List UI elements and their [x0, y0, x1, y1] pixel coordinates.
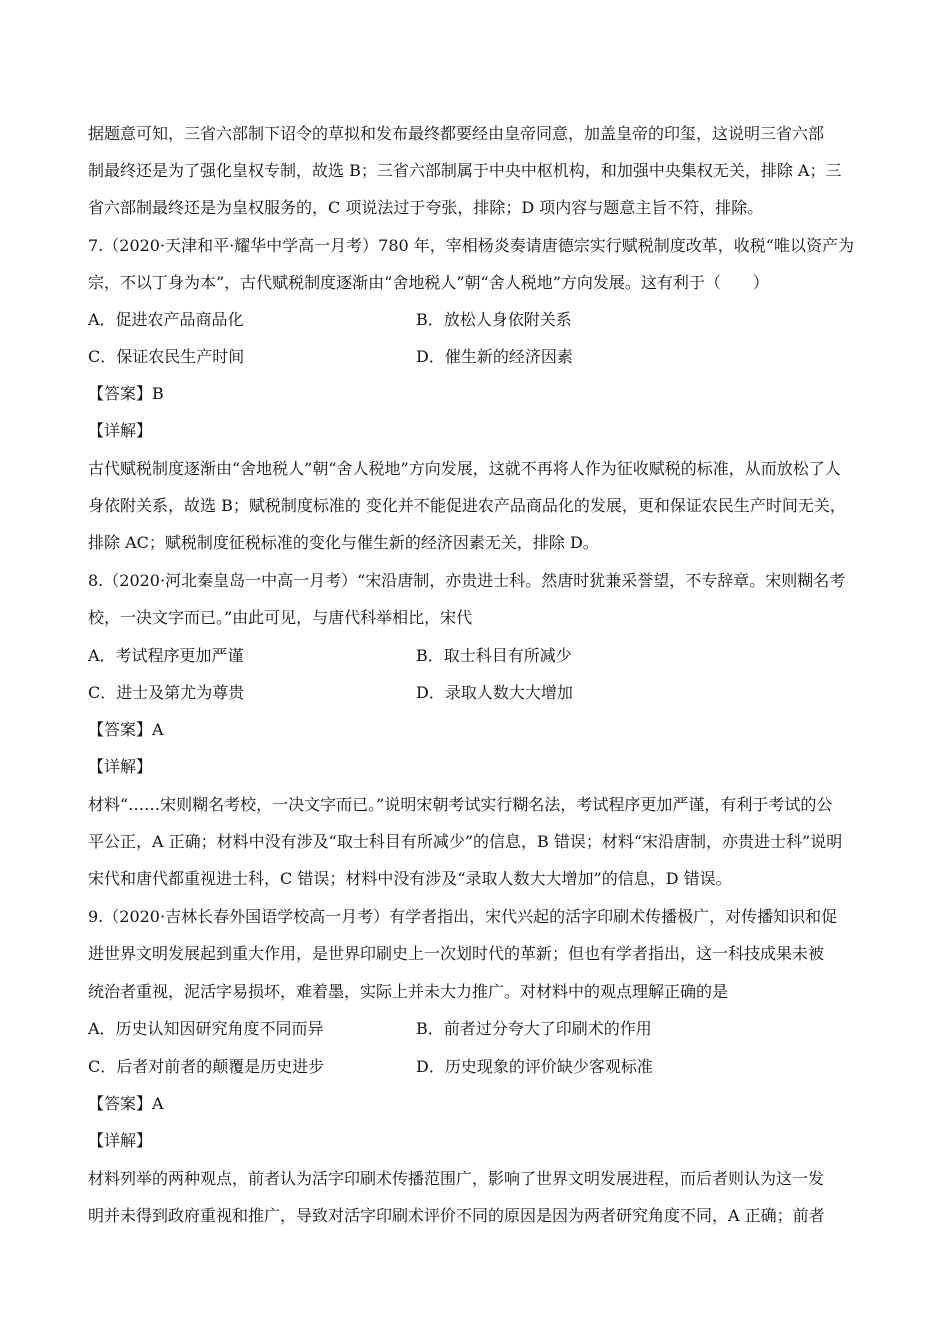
question-8-answer: 【答案】A [88, 720, 164, 739]
question-7-detail: 身依附关系，故选 B；赋税制度标准的 变化并不能促进农产品商品化的发展，更和保证农民生产时间无关， [88, 496, 846, 515]
question-8-detail: 宋代和唐代都重视进士科，C 错误；材料中没有涉及“录取人数大大增加”的信息，D 错误。 [88, 869, 732, 888]
question-8-detail-label: 【详解】 [88, 757, 153, 776]
question-9-detail: 明并未得到政府重视和推广，导致对活字印刷术评价不同的原因是因为两者研究角度不同，A 正确；前者 [88, 1206, 825, 1225]
question-8-option-a: A．考试程序更加严谨 [88, 646, 244, 665]
question-7-option-a: A．促进农产品商品化 [88, 310, 244, 329]
question-8-option-b: B．取士科目有所减少 [416, 646, 572, 665]
question-9-detail-label: 【详解】 [88, 1131, 153, 1150]
question-9-detail: 材料列举的两种观点，前者认为活字印刷术传播范围广，影响了世界文明发展进程，而后者则认为这一发 [88, 1169, 825, 1188]
question-7-option-d: D．催生新的经济因素 [416, 347, 573, 366]
question-7-option-b: B．放松人身依附关系 [416, 310, 572, 329]
question-9-stem: 9.（2020·吉林长春外国语学校高一月考）有学者指出，宋代兴起的活字印刷术传播极广，对传播知识和促 [88, 907, 838, 926]
question-9-answer: 【答案】A [88, 1094, 164, 1113]
question-7-stem: 宗，不以丁身为本”，古代赋税制度逐渐由“舍地税人”朝“舍人税地”方向发展。这有利于（ ） [88, 273, 769, 292]
question-9-stem: 进世界文明发展起到重大作用，是世界印刷史上一次划时代的革新；但也有学者指出，这一科技成果未被 [88, 944, 825, 963]
question-8-option-d: D．录取人数大大增加 [416, 683, 573, 702]
question-7-option-c: C．保证农民生产时间 [88, 347, 245, 366]
question-7-detail-label: 【详解】 [88, 421, 153, 440]
question-8-detail: 材料“……宋则糊名考校，一决文字而已。”说明宋朝考试实行糊名法，考试程序更加严谨，有利于考试的公 [88, 795, 833, 814]
question-8-stem: 校，一决文字而已。”由此可见，与唐代科举相比，宋代 [88, 608, 473, 627]
question-8-option-c: C．进士及第尤为尊贵 [88, 683, 245, 702]
question-8-detail: 平公正，A 正确；材料中没有涉及“取士科目有所减少”的信息，B 错误；材料“宋沿唐制，亦贵进士科”说明 [88, 832, 843, 851]
question-7-detail: 古代赋税制度逐渐由“舍地税人”朝“舍人税地”方向发展，这就不再将人作为征收赋税的标准，从而放松了人 [88, 459, 841, 478]
question-9-option-b: B．前者过分夸大了印刷术的作用 [416, 1019, 652, 1038]
question-7-detail: 排除 AC；赋税制度征税标准的变化与催生新的经济因素无关，排除 D。 [88, 533, 599, 552]
intro-line: 省六部制最终还是为皇权服务的，C 项说法过于夸张，排除；D 项内容与题意主旨不符，排除。 [88, 198, 764, 217]
question-9-stem: 统治者重视，泥活字易损坏，难着墨，实际上并未大力推广。对材料中的观点理解正确的是 [88, 982, 729, 1001]
question-7-stem: 7.（2020·天津和平·耀华中学高一月考）780 年，宰相杨炎奏请唐德宗实行赋税制度改革，收税“唯以资产为 [88, 236, 854, 255]
intro-line: 据题意可知，三省六部制下诏令的草拟和发布最终都要经由皇帝同意，加盖皇帝的印玺，这说明三省六部 [88, 124, 825, 143]
intro-line: 制最终还是为了强化皇权专制，故选 B；三省六部制属于中央中枢机构，和加强中央集权无关，排除 A；三 [88, 161, 842, 180]
question-9-option-d: D．历史现象的评价缺少客观标准 [416, 1057, 653, 1076]
question-9-option-c: C．后者对前者的颠覆是历史进步 [88, 1057, 325, 1076]
question-8-stem: 8.（2020·河北秦皇岛一中高一月考）“宋沿唐制，亦贵进士科。然唐时犹兼采誉望，不专辞章。宋则糊名考 [88, 571, 846, 590]
question-9-option-a: A．历史认知因研究角度不同而异 [88, 1019, 324, 1038]
question-7-answer: 【答案】B [88, 384, 164, 403]
